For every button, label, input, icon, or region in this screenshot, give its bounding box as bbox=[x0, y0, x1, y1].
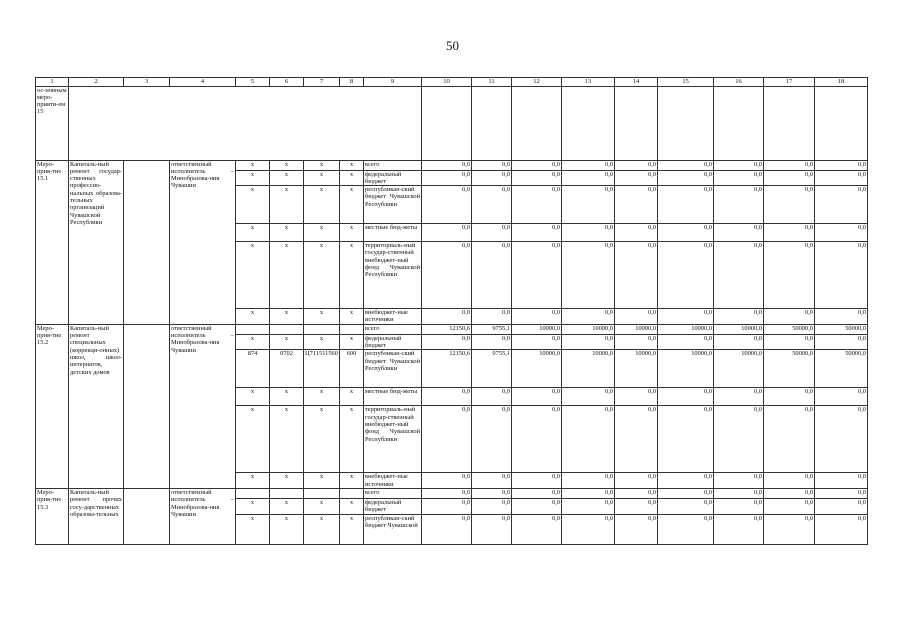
measure-col3 bbox=[124, 324, 170, 488]
value-cell-10: 0,0 bbox=[422, 498, 472, 514]
value-cell-12: 0,0 bbox=[512, 473, 562, 489]
value-cell-15: 10000,0 bbox=[658, 350, 714, 388]
code-cell-6: x bbox=[270, 388, 304, 406]
value-cell-11: 0,0 bbox=[472, 160, 512, 170]
value-cell-11: 9755,1 bbox=[472, 324, 512, 334]
header-cell-9: 9 bbox=[364, 78, 422, 87]
code-cell-5: x bbox=[236, 406, 270, 473]
value-cell-13: 0,0 bbox=[562, 498, 615, 514]
continuation-row bbox=[36, 86, 868, 160]
header-cell-8: 8 bbox=[340, 78, 364, 87]
code-cell-7: x bbox=[304, 498, 340, 514]
code-cell-7 bbox=[304, 324, 340, 334]
value-cell-12: 0,0 bbox=[512, 488, 562, 498]
empty-cell bbox=[562, 86, 615, 160]
value-cell-14: 0,0 bbox=[615, 160, 658, 170]
code-cell-7: x bbox=[304, 309, 340, 325]
value-cell-11: 0,0 bbox=[472, 186, 512, 224]
code-cell-8: x bbox=[340, 514, 364, 544]
value-cell-16: 0,0 bbox=[714, 498, 764, 514]
value-cell-13: 0,0 bbox=[562, 186, 615, 224]
code-cell-5: x bbox=[236, 170, 270, 186]
value-cell-14: 0,0 bbox=[615, 406, 658, 473]
header-cell-14: 14 bbox=[615, 78, 658, 87]
code-cell-7 bbox=[304, 488, 340, 498]
value-cell-15: 0,0 bbox=[658, 334, 714, 350]
code-cell-5: x bbox=[236, 242, 270, 309]
value-cell-13: 0,0 bbox=[562, 334, 615, 350]
value-cell-13: 0,0 bbox=[562, 170, 615, 186]
header-cell-15: 15 bbox=[658, 78, 714, 87]
value-cell-18: 0,0 bbox=[815, 242, 868, 309]
header-cell-18: 18 bbox=[815, 78, 868, 87]
funding-source-label: всего bbox=[364, 488, 422, 498]
code-cell-5: 874 bbox=[236, 350, 270, 388]
value-cell-18: 0,0 bbox=[815, 498, 868, 514]
code-cell-6: x bbox=[270, 498, 304, 514]
code-cell-6: x bbox=[270, 309, 304, 325]
value-cell-16: 0,0 bbox=[714, 334, 764, 350]
code-cell-6: x bbox=[270, 242, 304, 309]
funding-source-label: внебюджет-ные источники bbox=[364, 309, 422, 325]
value-cell-14: 0,0 bbox=[615, 224, 658, 242]
header-cell-4: 4 bbox=[170, 78, 236, 87]
code-cell-5 bbox=[236, 488, 270, 498]
code-cell-8: x bbox=[340, 242, 364, 309]
funding-source-label: местные бюд-жеты bbox=[364, 388, 422, 406]
value-cell-16: 0,0 bbox=[714, 473, 764, 489]
funding-source-label: внебюджет-ные источники bbox=[364, 473, 422, 489]
empty-cell bbox=[714, 86, 764, 160]
value-cell-12: 0,0 bbox=[512, 242, 562, 309]
value-cell-14: 0,0 bbox=[615, 473, 658, 489]
value-cell-17: 0,0 bbox=[764, 388, 815, 406]
funding-source-label: всего bbox=[364, 324, 422, 334]
value-cell-18: 0,0 bbox=[815, 488, 868, 498]
value-cell-15: 0,0 bbox=[658, 498, 714, 514]
value-cell-18: 0,0 bbox=[815, 406, 868, 473]
value-cell-16: 0,0 bbox=[714, 514, 764, 544]
code-cell-5: x bbox=[236, 498, 270, 514]
value-cell-12: 0,0 bbox=[512, 309, 562, 325]
header-cell-3: 3 bbox=[124, 78, 170, 87]
value-cell-10: 0,0 bbox=[422, 160, 472, 170]
empty-cell bbox=[658, 86, 714, 160]
code-cell-5: x bbox=[236, 309, 270, 325]
code-cell-5: x bbox=[236, 514, 270, 544]
value-cell-16: 0,0 bbox=[714, 160, 764, 170]
measure-name: Меро-прия-тие 15.3 bbox=[36, 488, 69, 544]
code-cell-8: x bbox=[340, 388, 364, 406]
value-cell-10: 0,0 bbox=[422, 473, 472, 489]
code-cell-7: x bbox=[304, 473, 340, 489]
code-cell-8: x bbox=[340, 498, 364, 514]
code-cell-6: x bbox=[270, 160, 304, 170]
value-cell-11: 0,0 bbox=[472, 224, 512, 242]
value-cell-13: 0,0 bbox=[562, 160, 615, 170]
value-cell-17: 0,0 bbox=[764, 242, 815, 309]
value-cell-12: 0,0 bbox=[512, 514, 562, 544]
value-cell-14: 0,0 bbox=[615, 309, 658, 325]
value-cell-13: 10000,0 bbox=[562, 350, 615, 388]
empty-cell bbox=[815, 86, 868, 160]
code-cell-7: x bbox=[304, 242, 340, 309]
code-cell-5: x bbox=[236, 186, 270, 224]
value-cell-14: 0,0 bbox=[615, 334, 658, 350]
value-cell-12: 0,0 bbox=[512, 224, 562, 242]
code-cell-6 bbox=[270, 324, 304, 334]
value-cell-13: 0,0 bbox=[562, 514, 615, 544]
header-cell-7: 7 bbox=[304, 78, 340, 87]
header-cell-16: 16 bbox=[714, 78, 764, 87]
value-cell-15: 0,0 bbox=[658, 406, 714, 473]
value-cell-12: 0,0 bbox=[512, 186, 562, 224]
header-cell-1: 1 bbox=[36, 78, 69, 87]
value-cell-10: 0,0 bbox=[422, 388, 472, 406]
funding-source-label: местные бюд-жеты bbox=[364, 224, 422, 242]
code-cell-7: x bbox=[304, 224, 340, 242]
value-cell-16: 10000,0 bbox=[714, 350, 764, 388]
measure-name: Меро-прия-тие 15.1 bbox=[36, 160, 69, 324]
value-cell-11: 0,0 bbox=[472, 242, 512, 309]
value-cell-15: 0,0 bbox=[658, 160, 714, 170]
value-cell-17: 0,0 bbox=[764, 334, 815, 350]
code-cell-8 bbox=[340, 324, 364, 334]
value-cell-17: 0,0 bbox=[764, 160, 815, 170]
value-cell-10: 0,0 bbox=[422, 514, 472, 544]
code-cell-7: x bbox=[304, 160, 340, 170]
funding-source-label: республикан-ский бюджет Чувашской bbox=[364, 514, 422, 544]
empty-cell bbox=[764, 86, 815, 160]
value-cell-14: 0,0 bbox=[615, 498, 658, 514]
value-cell-12: 0,0 bbox=[512, 406, 562, 473]
code-cell-8: x bbox=[340, 309, 364, 325]
value-cell-16: 0,0 bbox=[714, 406, 764, 473]
value-cell-17: 0,0 bbox=[764, 224, 815, 242]
empty-cell bbox=[422, 86, 472, 160]
value-cell-13: 0,0 bbox=[562, 388, 615, 406]
value-cell-16: 0,0 bbox=[714, 242, 764, 309]
value-cell-14: 10000,0 bbox=[615, 324, 658, 334]
value-cell-14: 0,0 bbox=[615, 242, 658, 309]
value-cell-10: 0,0 bbox=[422, 406, 472, 473]
value-cell-13: 0,0 bbox=[562, 309, 615, 325]
value-cell-14: 10000,0 bbox=[615, 350, 658, 388]
value-cell-11: 0,0 bbox=[472, 170, 512, 186]
value-cell-13: 0,0 bbox=[562, 473, 615, 489]
value-cell-17: 0,0 bbox=[764, 406, 815, 473]
code-cell-7: x bbox=[304, 170, 340, 186]
value-cell-13: 0,0 bbox=[562, 406, 615, 473]
code-cell-7: x bbox=[304, 186, 340, 224]
value-cell-17: 50000,0 bbox=[764, 350, 815, 388]
value-cell-14: 0,0 bbox=[615, 170, 658, 186]
header-cell-5: 5 bbox=[236, 78, 270, 87]
value-cell-16: 0,0 bbox=[714, 224, 764, 242]
value-cell-16: 0,0 bbox=[714, 186, 764, 224]
code-cell-8 bbox=[340, 488, 364, 498]
table-row bbox=[36, 324, 868, 334]
value-cell-15: 0,0 bbox=[658, 514, 714, 544]
code-cell-6: x bbox=[270, 406, 304, 473]
measure-name: Меро-прия-тие 15.2 bbox=[36, 324, 69, 488]
value-cell-18: 0,0 bbox=[815, 334, 868, 350]
value-cell-11: 0,0 bbox=[472, 388, 512, 406]
code-cell-6: x bbox=[270, 170, 304, 186]
measure-title: Капиталь-ный ремонт прочих госу-дарственных образова-тельных bbox=[69, 488, 124, 544]
value-cell-13: 0,0 bbox=[562, 224, 615, 242]
funding-source-label: федеральный бюджет bbox=[364, 334, 422, 350]
value-cell-15: 0,0 bbox=[658, 309, 714, 325]
table-body bbox=[36, 78, 868, 545]
value-cell-10: 0,0 bbox=[422, 186, 472, 224]
value-cell-16: 0,0 bbox=[714, 388, 764, 406]
code-cell-8: x bbox=[340, 186, 364, 224]
table-row bbox=[36, 160, 868, 170]
value-cell-18: 50000,0 bbox=[815, 324, 868, 334]
value-cell-12: 0,0 bbox=[512, 160, 562, 170]
code-cell-8: x bbox=[340, 224, 364, 242]
empty-cell bbox=[512, 86, 562, 160]
budget-table bbox=[35, 77, 868, 545]
header-cell-10: 10 bbox=[422, 78, 472, 87]
code-cell-8: 600 bbox=[340, 350, 364, 388]
value-cell-17: 0,0 bbox=[764, 170, 815, 186]
value-cell-18: 0,0 bbox=[815, 186, 868, 224]
funding-source-label: республикан-ский бюджет Чувашской Республики bbox=[364, 350, 422, 388]
funding-source-label: территориаль-ный государ-ственный внебюджет-ный фонд Чувашской Республики bbox=[364, 242, 422, 309]
value-cell-10: 12150,6 bbox=[422, 324, 472, 334]
value-cell-15: 0,0 bbox=[658, 242, 714, 309]
code-cell-8: x bbox=[340, 170, 364, 186]
value-cell-18: 0,0 bbox=[815, 224, 868, 242]
value-cell-12: 10000,0 bbox=[512, 350, 562, 388]
code-cell-6: x bbox=[270, 473, 304, 489]
value-cell-16: 10000,0 bbox=[714, 324, 764, 334]
funding-source-label: республикан-ский бюджет Чувашской Республики bbox=[364, 186, 422, 224]
funding-source-label: федеральный бюджет bbox=[364, 498, 422, 514]
value-cell-17: 0,0 bbox=[764, 498, 815, 514]
code-cell-5: x bbox=[236, 160, 270, 170]
code-cell-6: 0702 bbox=[270, 350, 304, 388]
measure-col3 bbox=[124, 160, 170, 324]
header-cell-13: 13 bbox=[562, 78, 615, 87]
value-cell-14: 0,0 bbox=[615, 388, 658, 406]
value-cell-10: 0,0 bbox=[422, 488, 472, 498]
code-cell-7: Ц711511560 bbox=[304, 350, 340, 388]
responsible-executor: ответственный исполнитель – Минобразова-ния Чувашии bbox=[170, 324, 236, 488]
value-cell-12: 0,0 bbox=[512, 334, 562, 350]
table-row bbox=[36, 488, 868, 498]
value-cell-17: 0,0 bbox=[764, 186, 815, 224]
value-cell-14: 0,0 bbox=[615, 186, 658, 224]
value-cell-12: 0,0 bbox=[512, 170, 562, 186]
value-cell-13: 0,0 bbox=[562, 488, 615, 498]
responsible-executor: ответственный исполнитель – Минобразова-ния Чувашии bbox=[170, 160, 236, 324]
value-cell-15: 0,0 bbox=[658, 388, 714, 406]
page-number: 50 bbox=[446, 38, 459, 53]
measure-col3 bbox=[124, 488, 170, 544]
value-cell-12: 10000,0 bbox=[512, 324, 562, 334]
value-cell-15: 0,0 bbox=[658, 170, 714, 186]
value-cell-11: 0,0 bbox=[472, 473, 512, 489]
header-cell-2: 2 bbox=[69, 78, 124, 87]
value-cell-10: 0,0 bbox=[422, 309, 472, 325]
value-cell-14: 0,0 bbox=[615, 514, 658, 544]
value-cell-17: 0,0 bbox=[764, 473, 815, 489]
value-cell-17: 0,0 bbox=[764, 309, 815, 325]
code-cell-8: x bbox=[340, 406, 364, 473]
header-row bbox=[36, 78, 868, 87]
funding-source-label: территориаль-ный государ-ственный внебюджет-ный фонд Чувашской Республики bbox=[364, 406, 422, 473]
code-cell-8: x bbox=[340, 473, 364, 489]
value-cell-11: 9755,1 bbox=[472, 350, 512, 388]
header-cell-11: 11 bbox=[472, 78, 512, 87]
value-cell-16: 0,0 bbox=[714, 488, 764, 498]
value-cell-18: 0,0 bbox=[815, 388, 868, 406]
value-cell-18: 0,0 bbox=[815, 160, 868, 170]
value-cell-15: 0,0 bbox=[658, 186, 714, 224]
value-cell-18: 0,0 bbox=[815, 170, 868, 186]
code-cell-7: x bbox=[304, 388, 340, 406]
code-cell-5: x bbox=[236, 388, 270, 406]
value-cell-17: 50000,0 bbox=[764, 324, 815, 334]
value-cell-15: 10000,0 bbox=[658, 324, 714, 334]
value-cell-11: 0,0 bbox=[472, 514, 512, 544]
value-cell-11: 0,0 bbox=[472, 334, 512, 350]
value-cell-13: 0,0 bbox=[562, 242, 615, 309]
code-cell-8: x bbox=[340, 334, 364, 350]
empty-cell bbox=[472, 86, 512, 160]
measure-title: Капиталь-ный ремонт государ-ственных профессио-нальных образова-тельных организаций Чувашской Республики bbox=[69, 160, 124, 324]
header-cell-12: 12 bbox=[512, 78, 562, 87]
value-cell-17: 0,0 bbox=[764, 488, 815, 498]
code-cell-6: x bbox=[270, 186, 304, 224]
value-cell-11: 0,0 bbox=[472, 406, 512, 473]
code-cell-6: x bbox=[270, 514, 304, 544]
value-cell-18: 0,0 bbox=[815, 514, 868, 544]
code-cell-5: x bbox=[236, 334, 270, 350]
value-cell-10: 0,0 bbox=[422, 224, 472, 242]
continuation-label: ос-новным меро-прияти-ем 15 bbox=[36, 86, 69, 160]
code-cell-5 bbox=[236, 324, 270, 334]
value-cell-10: 0,0 bbox=[422, 242, 472, 309]
funding-source-label: всего bbox=[364, 160, 422, 170]
value-cell-12: 0,0 bbox=[512, 498, 562, 514]
value-cell-10: 0,0 bbox=[422, 170, 472, 186]
value-cell-15: 0,0 bbox=[658, 224, 714, 242]
code-cell-8: x bbox=[340, 160, 364, 170]
value-cell-16: 0,0 bbox=[714, 309, 764, 325]
responsible-executor: ответственный исполнитель – Минобразова-ния Чувашии bbox=[170, 488, 236, 544]
code-cell-7: x bbox=[304, 334, 340, 350]
code-cell-6: x bbox=[270, 224, 304, 242]
header-cell-17: 17 bbox=[764, 78, 815, 87]
code-cell-7: x bbox=[304, 406, 340, 473]
code-cell-6 bbox=[270, 488, 304, 498]
code-cell-5: x bbox=[236, 224, 270, 242]
value-cell-15: 0,0 bbox=[658, 488, 714, 498]
value-cell-13: 10000,0 bbox=[562, 324, 615, 334]
value-cell-14: 0,0 bbox=[615, 488, 658, 498]
continuation-span bbox=[69, 86, 422, 160]
value-cell-17: 0,0 bbox=[764, 514, 815, 544]
value-cell-16: 0,0 bbox=[714, 170, 764, 186]
measure-title: Капиталь-ный ремонт специальных (коррекци-онных) школ, школ-интернатов, детских домов bbox=[69, 324, 124, 488]
value-cell-10: 0,0 bbox=[422, 334, 472, 350]
value-cell-11: 0,0 bbox=[472, 309, 512, 325]
value-cell-18: 50000,0 bbox=[815, 350, 868, 388]
value-cell-18: 0,0 bbox=[815, 473, 868, 489]
code-cell-5: x bbox=[236, 473, 270, 489]
value-cell-10: 12150,6 bbox=[422, 350, 472, 388]
header-cell-6: 6 bbox=[270, 78, 304, 87]
value-cell-12: 0,0 bbox=[512, 388, 562, 406]
code-cell-7: x bbox=[304, 514, 340, 544]
code-cell-6: x bbox=[270, 334, 304, 350]
empty-cell bbox=[615, 86, 658, 160]
value-cell-11: 0,0 bbox=[472, 498, 512, 514]
value-cell-18: 0,0 bbox=[815, 309, 868, 325]
value-cell-15: 0,0 bbox=[658, 473, 714, 489]
funding-source-label: федеральный бюджет bbox=[364, 170, 422, 186]
value-cell-11: 0,0 bbox=[472, 488, 512, 498]
